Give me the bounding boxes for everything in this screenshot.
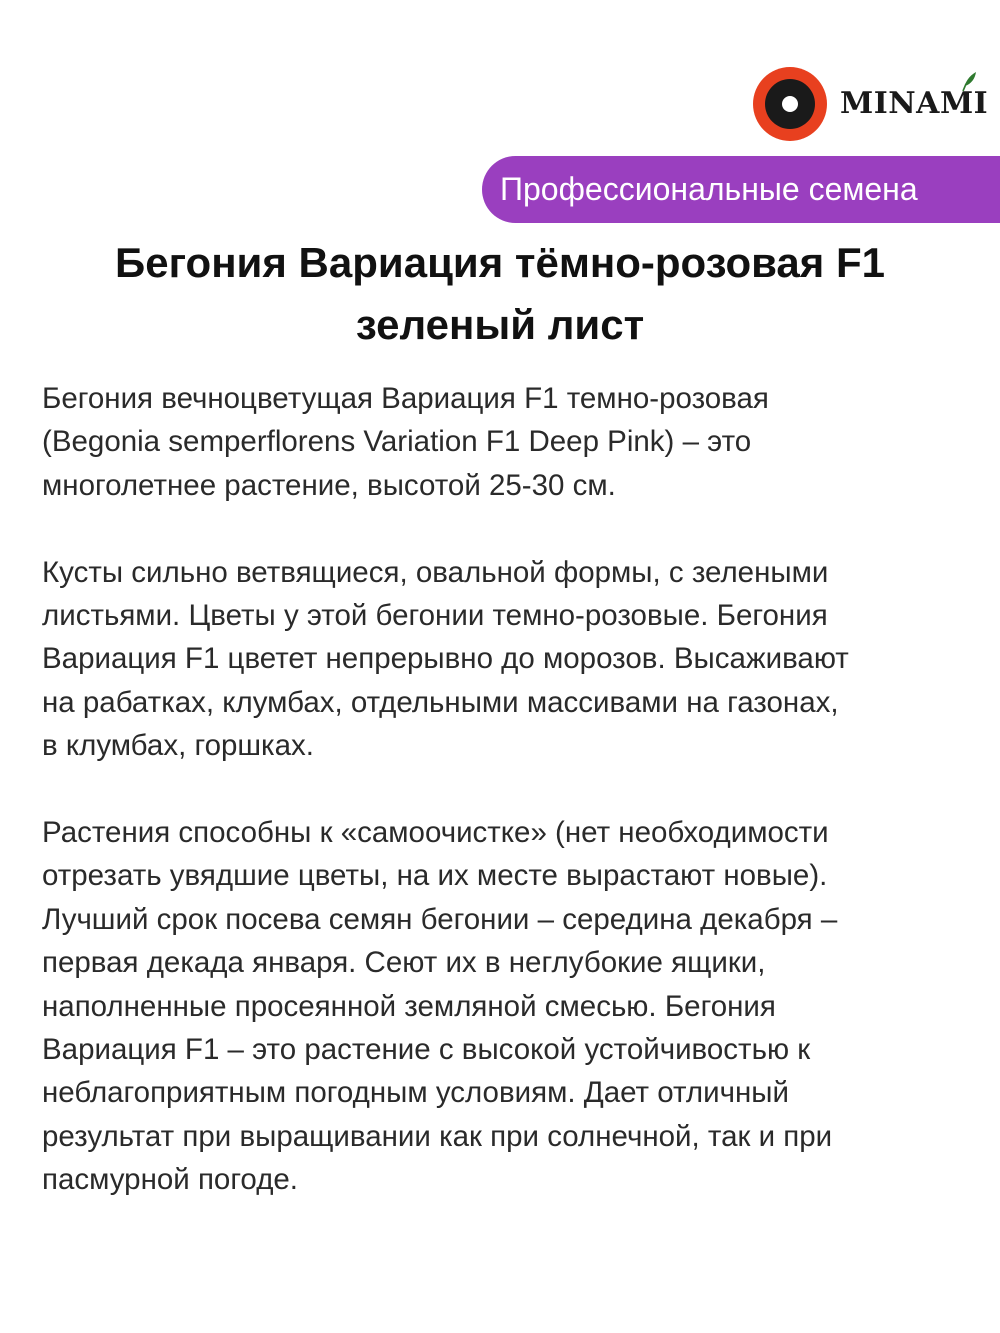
text-line: листьями. Цветы у этой бегонии темно-розовые. Бегония bbox=[42, 599, 828, 633]
text-line: Лучший срок посева семян бегонии – середина декабря – bbox=[42, 902, 838, 936]
tagline-banner bbox=[482, 156, 1000, 223]
text-line: Бегония вечноцветущая Вариация F1 темно-розовая bbox=[42, 382, 769, 415]
brand-name: MINAMI bbox=[840, 86, 989, 121]
description-paragraph bbox=[42, 551, 992, 768]
text-line: результат при выращивании как при солнечной, так и при bbox=[42, 1119, 833, 1153]
text-line: на рабатках, клумбах, отдельными массивами на газонах, bbox=[42, 685, 839, 719]
text-line: неблагоприятным погодным условиям. Дает отличный bbox=[42, 1076, 789, 1110]
tagline-text: Профессиональные семена bbox=[500, 171, 918, 207]
title-line: зеленый лист bbox=[355, 301, 645, 348]
text-line: (Begonia semperflorens Variation F1 Deep Pink) – это bbox=[42, 425, 752, 459]
text-line: в клумбах, горшках. bbox=[42, 729, 314, 763]
text-line: Вариация F1 – это растение с высокой устойчивостью к bbox=[42, 1033, 811, 1067]
text-line: Кусты сильно ветвящиеся, овальной формы, с зелеными bbox=[42, 555, 829, 589]
text-line: многолетнее растение, высотой 25-30 см. bbox=[42, 468, 616, 502]
title-line: Бегония Вариация тёмно-розовая F1 bbox=[115, 239, 885, 286]
text-line: Растения способны к «самоочистке» (нет необходимости bbox=[42, 816, 829, 850]
description-paragraph bbox=[42, 811, 992, 1202]
description bbox=[42, 377, 992, 1245]
brand-logo bbox=[752, 66, 989, 142]
text-line: наполненные просеянной земляной смесью. Бегония bbox=[42, 989, 776, 1023]
leaf-icon bbox=[960, 70, 978, 92]
description-paragraph bbox=[42, 377, 992, 507]
text-line: пасмурной погоде. bbox=[42, 1163, 299, 1197]
text-line: отрезать увядшие цветы, на их месте вырастают новые). bbox=[42, 859, 828, 893]
text-line: первая декада января. Сеют их в неглубокие ящики, bbox=[42, 946, 766, 980]
logo-mark-icon bbox=[752, 66, 828, 142]
text-line: Вариация F1 цветет непрерывно до морозов. Высаживают bbox=[42, 642, 849, 676]
page-title bbox=[0, 232, 1000, 356]
